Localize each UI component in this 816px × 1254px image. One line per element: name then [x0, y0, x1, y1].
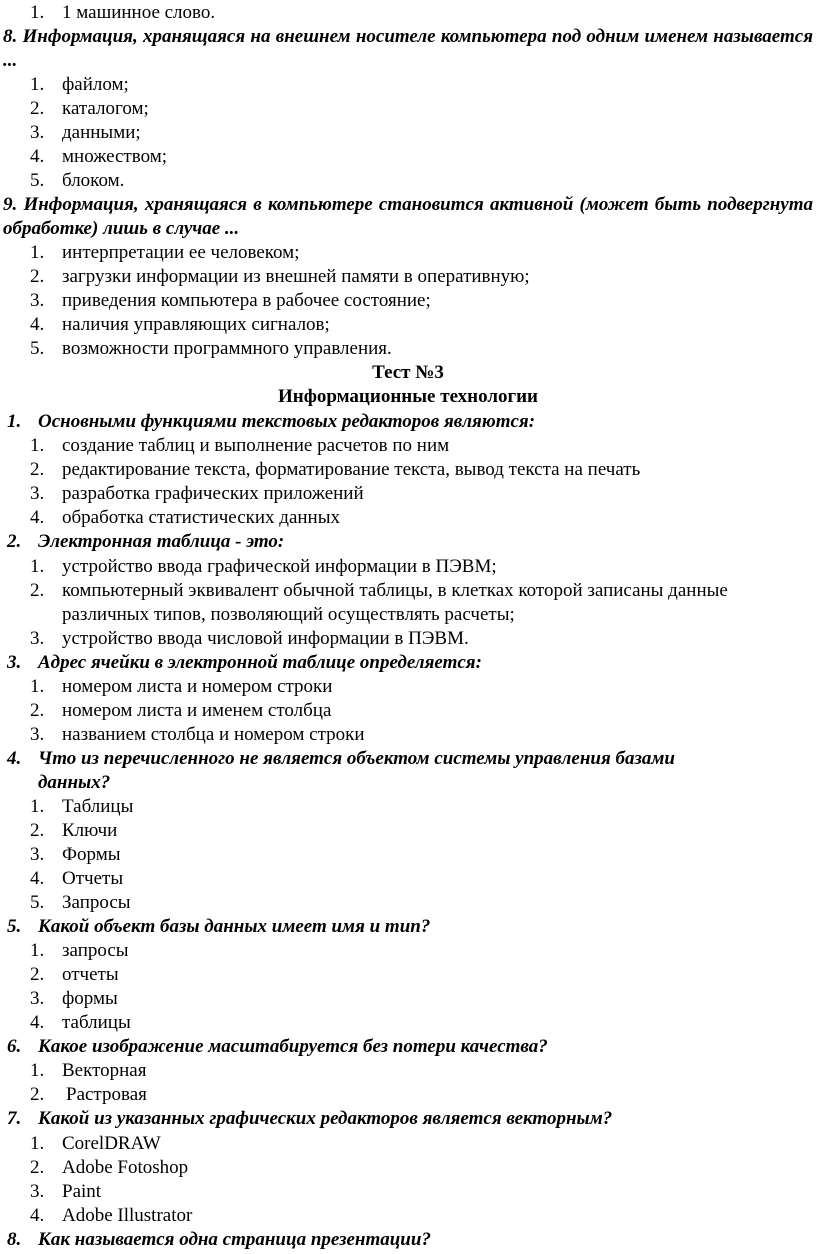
- option-text: редактирование текста, форматирование текста, вывод текста на печать: [62, 459, 641, 480]
- option-text: Adobe Illustrator: [62, 1205, 193, 1226]
- question-text: Как называется одна страница презентации?: [38, 1229, 431, 1250]
- option-number: 2.: [30, 820, 45, 841]
- option-number: 2.: [30, 266, 45, 287]
- option-text: запросы: [62, 940, 129, 961]
- option-text: файлом;: [62, 74, 129, 95]
- option-number: 2.: [30, 459, 45, 480]
- option-number: 1.: [30, 2, 45, 23]
- option-text: Формы: [62, 844, 121, 865]
- option-number: 2.: [30, 1084, 45, 1105]
- option-number: 2.: [30, 1157, 45, 1178]
- question-text: Какое изображение масштабируется без потери качества?: [38, 1036, 548, 1057]
- question-text: Электронная таблица - это:: [38, 531, 285, 552]
- option-text: загрузки информации из внешней памяти в оперативную;: [62, 266, 530, 287]
- option-number: 4.: [30, 1205, 45, 1226]
- option-text: CorelDRAW: [62, 1133, 161, 1154]
- option-text: данными;: [62, 122, 141, 143]
- option-text: Отчеты: [62, 868, 124, 889]
- option-text: Ключи: [62, 820, 118, 841]
- option-number: 2.: [30, 98, 45, 119]
- question-9: [3, 193, 813, 241]
- option-text: номером листа и номером строки: [62, 676, 333, 697]
- option-number: 1.: [30, 435, 45, 456]
- option-text: интерпретации ее человеком;: [62, 242, 300, 263]
- option-text: формы: [62, 988, 118, 1009]
- question-number: 8.: [3, 26, 18, 47]
- option-number: 4.: [30, 868, 45, 889]
- option-number: 2.: [30, 700, 45, 721]
- option-text: возможности программного управления.: [62, 338, 392, 359]
- option-number: 3.: [30, 290, 45, 311]
- option-text: названием столбца и номером строки: [62, 724, 365, 745]
- question-text: Адрес ячейки в электронной таблице определяется:: [38, 652, 482, 673]
- option-text: приведения компьютера в рабочее состояние;: [62, 290, 431, 311]
- option-number: 1.: [30, 74, 45, 95]
- option-text: Paint: [62, 1181, 102, 1202]
- question-number: 6.: [7, 1036, 22, 1057]
- option-number: 4.: [30, 507, 45, 528]
- option-number: 1.: [30, 242, 45, 263]
- option-text: номером листа и именем столбца: [62, 700, 332, 721]
- option-number: 1.: [30, 940, 45, 961]
- option-number: 3.: [30, 122, 45, 143]
- option-text: блоком.: [62, 170, 125, 191]
- option-text: Запросы: [62, 892, 131, 913]
- option-number: 3.: [30, 1181, 45, 1202]
- question-number: 3.: [7, 652, 22, 673]
- question-text-continued: данных?: [38, 772, 111, 793]
- question-number: 5.: [7, 916, 22, 937]
- question-number: 7.: [7, 1108, 22, 1129]
- option-text: компьютерный эквивалент обычной таблицы, в клетках которой записаны данные: [62, 580, 728, 601]
- option-number: 4.: [30, 1012, 45, 1033]
- option-text: разработка графических приложений: [62, 483, 364, 504]
- option-text: Растровая: [66, 1084, 147, 1105]
- question-number: 8.: [7, 1229, 22, 1250]
- option-number: 4.: [30, 146, 45, 167]
- option-number: 5.: [30, 338, 45, 359]
- option-text: Векторная: [62, 1060, 147, 1081]
- question-number: 9.: [3, 194, 18, 215]
- option-number: 1.: [30, 796, 45, 817]
- option-text: отчеты: [62, 964, 119, 985]
- question-number: 4.: [7, 748, 22, 769]
- option-number: 1.: [30, 1060, 45, 1081]
- option-text: устройство ввода графической информации в ПЭВМ;: [62, 556, 497, 577]
- option-text: Таблицы: [62, 796, 134, 817]
- question-8: [3, 25, 813, 73]
- option-text: устройство ввода числовой информации в ПЭВМ.: [62, 628, 469, 649]
- option-text: создание таблиц и выполнение расчетов по ним: [62, 435, 450, 456]
- option-number: 3.: [30, 844, 45, 865]
- option-number: 4.: [30, 314, 45, 335]
- option-text-continued: различных типов, позволяющий осуществлять расчеты;: [62, 604, 515, 625]
- test-subtitle: Информационные технологии: [277, 386, 539, 407]
- option-number: 5.: [30, 892, 45, 913]
- option-number: 3.: [30, 483, 45, 504]
- option-text: Adobe Fotoshop: [62, 1157, 189, 1178]
- option-number: 1.: [30, 676, 45, 697]
- option-number: 2.: [30, 964, 45, 985]
- question-text: Что из перечисленного не является объектом системы управления базами: [38, 748, 675, 769]
- option-text: множеством;: [62, 146, 168, 167]
- option-text: 1 машинное слово.: [62, 2, 216, 23]
- option-number: 3.: [30, 724, 45, 745]
- option-number: 1.: [30, 556, 45, 577]
- option-number: 2.: [30, 580, 45, 601]
- option-number: 3.: [30, 628, 45, 649]
- question-text: Информация, хранящаяся в компьютере становится активной (может быть подвергнута обработке) лишь в случае ...: [3, 194, 813, 239]
- option-text: каталогом;: [62, 98, 149, 119]
- question-text: Какой объект базы данных имеет имя и тип?: [38, 916, 431, 937]
- option-number: 3.: [30, 988, 45, 1009]
- question-text: Какой из указанных графических редакторов является векторным?: [38, 1108, 613, 1129]
- option-text: таблицы: [62, 1012, 131, 1033]
- option-number: 1.: [30, 1133, 45, 1154]
- question-text: Информация, хранящаяся на внешнем носителе компьютера под одним именем называется ...: [3, 26, 813, 71]
- question-number: 2.: [7, 531, 22, 552]
- test-title: Тест №3: [372, 362, 444, 383]
- option-number: 5.: [30, 170, 45, 191]
- question-text: Основными функциями текстовых редакторов являются:: [38, 411, 536, 432]
- option-text: наличия управляющих сигналов;: [62, 314, 330, 335]
- option-text: обработка статистических данных: [62, 507, 340, 528]
- question-number: 1.: [7, 411, 22, 432]
